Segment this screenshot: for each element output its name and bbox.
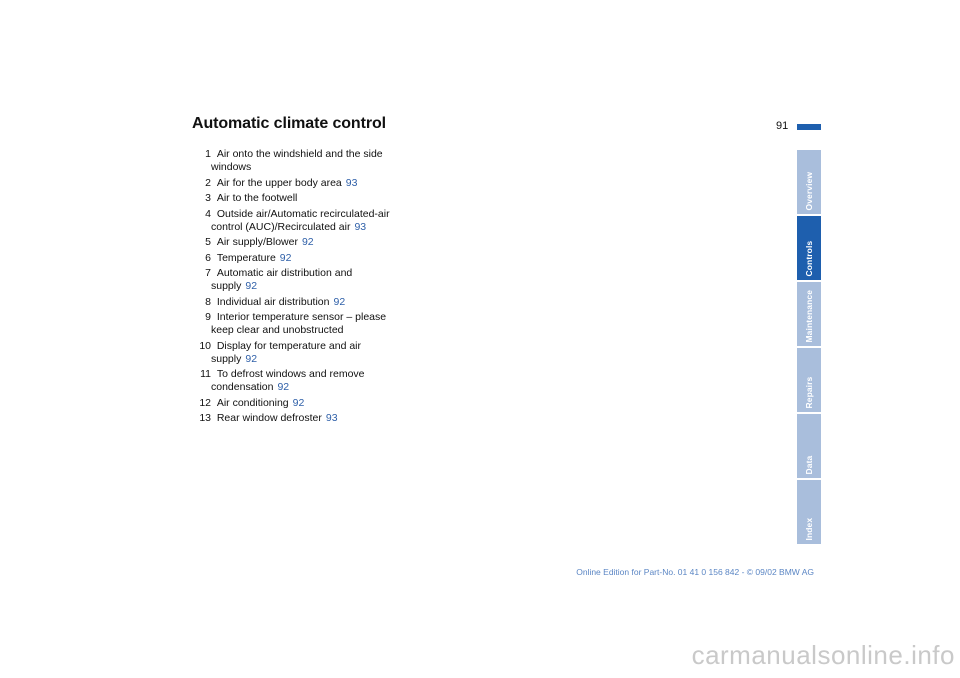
item-number: 7	[205, 267, 211, 279]
item-text	[211, 267, 392, 293]
item-label: Air to the footwell	[216, 192, 298, 204]
page-marker	[797, 124, 821, 130]
page-ref-link[interactable]: 93	[354, 220, 367, 233]
item-number: 10	[199, 339, 211, 352]
tab-overview[interactable]	[797, 150, 821, 214]
item-text	[211, 296, 392, 309]
list-item	[192, 192, 392, 205]
tab-maintenance[interactable]	[797, 282, 821, 346]
list-item	[192, 412, 392, 425]
item-label: Individual air distribution	[216, 295, 330, 308]
tab-label: Controls	[803, 240, 814, 276]
item-number: 4	[205, 207, 211, 220]
tab-label: Overview	[803, 171, 814, 210]
list-item	[192, 267, 392, 293]
tab-repairs[interactable]	[797, 348, 821, 412]
page-ref-link[interactable]: 92	[292, 396, 305, 409]
page-ref-link[interactable]: 92	[279, 251, 292, 264]
tab-data[interactable]	[797, 414, 821, 478]
item-label: Rear window defroster	[216, 412, 322, 424]
item-text	[211, 208, 392, 234]
item-label: Automatic air distribution and supply	[211, 267, 353, 292]
item-label: Display for temperature and air supply	[211, 339, 361, 365]
tab-controls[interactable]	[797, 216, 821, 280]
list-item	[192, 311, 392, 337]
list-item	[192, 208, 392, 234]
list-item	[192, 252, 392, 265]
list-item	[192, 177, 392, 190]
list-item	[192, 296, 392, 309]
page-ref-link[interactable]: 92	[333, 295, 346, 308]
watermark: carmanualsonline.info	[691, 640, 955, 670]
item-label: Interior temperature sensor – please keep clear and unobstructed	[211, 311, 387, 336]
list-item	[192, 236, 392, 249]
list-item	[192, 368, 392, 394]
item-number: 1	[205, 148, 211, 160]
tab-label: Index	[803, 517, 814, 540]
item-text	[211, 412, 392, 425]
tab-index[interactable]	[797, 480, 821, 544]
page-ref-link[interactable]: 92	[301, 236, 314, 248]
item-number: 11	[200, 368, 211, 380]
edition-footer: Online Edition for Part-No. 01 41 0 156 842 - © 09/02 BMW AG	[576, 567, 814, 577]
item-number: 3	[205, 192, 211, 204]
item-text	[211, 252, 392, 265]
tab-label: Repairs	[803, 376, 814, 408]
item-number: 5	[205, 236, 211, 248]
item-text	[211, 368, 392, 394]
item-number: 9	[205, 311, 211, 323]
page-ref-link[interactable]: 92	[245, 352, 258, 365]
tab-label: Maintenance	[803, 289, 814, 342]
tab-label: Data	[803, 455, 814, 474]
item-label: Air for the upper body area	[216, 176, 342, 189]
item-text	[211, 236, 392, 249]
page-ref-link[interactable]: 92	[245, 280, 258, 292]
item-label: To defrost windows and remove condensation	[211, 368, 365, 393]
item-label: Air supply/Blower	[216, 236, 298, 248]
list-item	[192, 397, 392, 410]
item-text	[211, 148, 392, 174]
item-number: 6	[205, 251, 211, 264]
list-item	[192, 340, 392, 366]
legend-list	[192, 148, 392, 428]
item-number: 13	[199, 412, 211, 424]
item-label: Air conditioning	[216, 396, 289, 409]
item-text	[211, 177, 392, 190]
item-label: Temperature	[216, 251, 276, 264]
item-label: Air onto the windshield and the side windows	[211, 148, 383, 173]
item-text	[211, 397, 392, 410]
item-label: Outside air/Automatic recirculated-air control (AUC)/Recirculated air	[211, 207, 390, 233]
page-ref-link[interactable]: 92	[277, 381, 290, 393]
item-number: 12	[199, 396, 211, 409]
item-text	[211, 340, 392, 366]
list-item	[192, 148, 392, 174]
page-number: 91	[776, 120, 789, 132]
page-title: Automatic climate control	[192, 115, 386, 132]
section-nav	[797, 150, 821, 546]
item-text	[211, 192, 392, 205]
page-ref-link[interactable]: 93	[345, 176, 358, 189]
item-text	[211, 311, 392, 337]
item-number: 8	[205, 295, 211, 308]
page-ref-link[interactable]: 93	[325, 412, 338, 424]
item-number: 2	[205, 176, 211, 189]
